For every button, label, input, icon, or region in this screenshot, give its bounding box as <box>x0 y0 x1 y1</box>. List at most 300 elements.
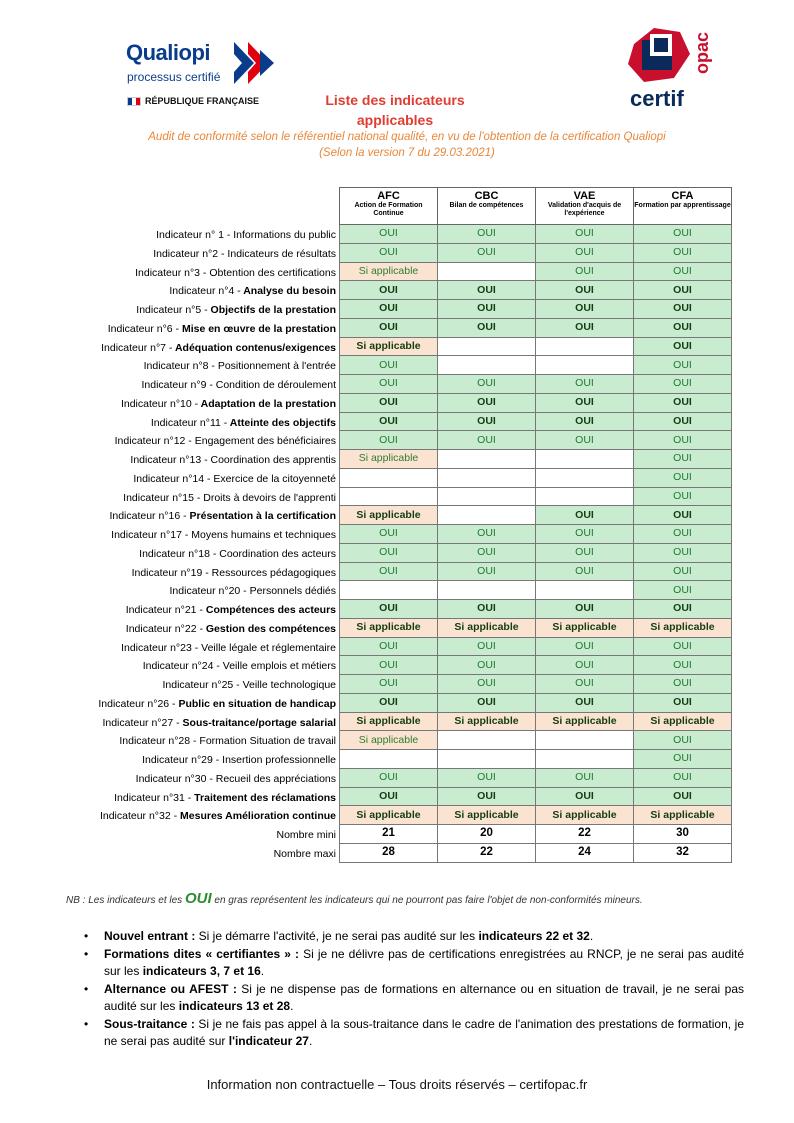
column-name: Formation par apprentissage <box>634 202 731 209</box>
exemption-list <box>84 928 744 1051</box>
table-cell: OUI <box>536 300 634 319</box>
table-row <box>340 675 732 694</box>
table-cell <box>438 506 536 525</box>
column-name: Validation d'acquis de l'expérience <box>547 202 622 217</box>
column-code: AFC <box>377 190 400 202</box>
indicator-name: Engagement des bénéficiaires <box>191 435 336 448</box>
qualiopi-arrows-icon <box>234 42 278 84</box>
table-cell: OUI <box>340 431 438 450</box>
indicator-number: Indicateur n°23 - <box>121 641 199 654</box>
table-row <box>340 300 732 319</box>
indicator-name: Coordination des acteurs <box>216 547 336 560</box>
indicator-name: Insertion professionnelle <box>219 754 336 766</box>
indicator-label <box>60 414 336 433</box>
table-cell: OUI <box>634 337 732 356</box>
table-cell <box>536 731 634 750</box>
table-cell: OUI <box>634 543 732 562</box>
table-cell: Si applicable <box>340 262 438 281</box>
column-code: CBC <box>474 190 499 202</box>
table-row <box>340 618 732 637</box>
table-cell: OUI <box>536 600 634 619</box>
indicator-number: Indicateur n°3 - <box>135 266 207 279</box>
table-cell: OUI <box>438 300 536 319</box>
indicator-name: Sous-traitance/portage salarial <box>179 716 336 729</box>
total-label: Nombre mini <box>276 829 336 841</box>
indicator-number: Indicateur n°18 - <box>139 547 217 560</box>
indicator-label <box>60 301 336 320</box>
indicator-name: Droits à devoirs de l'apprenti <box>200 491 336 504</box>
indicator-label <box>60 789 336 808</box>
column-code: CFA <box>671 190 694 202</box>
indicator-label <box>60 264 336 283</box>
table-cell: Si applicable <box>340 618 438 637</box>
total-cell: 32 <box>634 843 732 862</box>
table-cell: OUI <box>340 225 438 244</box>
indicator-number: Indicateur n°15 - <box>123 491 201 504</box>
exemption-end: . <box>589 929 594 943</box>
table-cell: OUI <box>536 431 634 450</box>
table-cell: OUI <box>340 356 438 375</box>
table-cell: OUI <box>536 506 634 525</box>
table-cell <box>438 356 536 375</box>
certifopac-logo <box>620 24 710 112</box>
table-cell: OUI <box>340 243 438 262</box>
table-cell: OUI <box>634 243 732 262</box>
total-cell: 24 <box>536 843 634 862</box>
certifopac-emblem-icon <box>624 24 694 88</box>
table-cell: OUI <box>438 431 536 450</box>
indicator-number: Indicateur n°14 - <box>133 472 211 485</box>
exemption-lead: Alternance ou AFEST : <box>104 982 237 996</box>
table-row <box>340 262 732 281</box>
table-row <box>340 712 732 731</box>
table-cell: OUI <box>634 693 732 712</box>
table-cell: OUI <box>536 768 634 787</box>
table-row <box>340 525 732 544</box>
table-cell: OUI <box>340 768 438 787</box>
indicator-label <box>60 470 336 489</box>
indicator-name: Moyens humains et techniques <box>188 529 336 541</box>
nb-prefix: NB : Les indicateurs et les <box>66 895 185 906</box>
table-row <box>340 412 732 431</box>
table-cell: OUI <box>536 637 634 656</box>
table-cell <box>438 337 536 356</box>
indicator-name: Traitement des réclamations <box>191 791 336 804</box>
indicator-label <box>60 582 336 601</box>
table-row <box>340 806 732 825</box>
exemption-text: Si je ne fais pas appel à la sous-traitance dans le cadre de l'animation des prestations de formation, je ne serai pas audité sur <box>104 1017 744 1048</box>
qualiopi-logo <box>126 40 286 112</box>
indicator-name: Obtention des certifications <box>206 266 336 279</box>
table-cell: OUI <box>634 675 732 694</box>
table-cell: Si applicable <box>340 806 438 825</box>
table-cell <box>438 450 536 469</box>
table-cell <box>536 468 634 487</box>
indicator-name: Compétences des acteurs <box>202 604 336 616</box>
table-row <box>340 281 732 300</box>
indicator-number: Indicateur n°10 - <box>120 397 199 410</box>
indicator-number: Indicateur n°28 - <box>119 735 197 748</box>
table-cell: OUI <box>634 431 732 450</box>
total-cell: 28 <box>340 843 438 862</box>
indicator-name: Gestion des compétences <box>202 622 336 635</box>
table-row <box>340 506 732 525</box>
indicator-label <box>60 770 336 789</box>
table-cell: Si applicable <box>340 731 438 750</box>
column-header <box>634 188 732 225</box>
indicator-number: Indicateur n°21 - <box>125 604 203 616</box>
indicator-label <box>60 432 336 451</box>
qualiopi-subtitle: processus certifié <box>127 70 221 84</box>
certif-wordmark: certif <box>630 86 684 111</box>
exemption-item <box>84 946 744 980</box>
table-cell: OUI <box>536 243 634 262</box>
table-cell <box>536 356 634 375</box>
table-cell <box>438 262 536 281</box>
indicator-number: Indicateur n°2 - <box>153 247 225 260</box>
indicator-number: Indicateur n°22 - <box>125 622 203 635</box>
table-cell: OUI <box>340 281 438 300</box>
table-cell: OUI <box>634 375 732 394</box>
table-cell: OUI <box>340 600 438 619</box>
exemption-strong: l'indicateur 27 <box>228 1034 309 1048</box>
table-cell: Si applicable <box>634 712 732 731</box>
table-cell: OUI <box>536 675 634 694</box>
table-cell: OUI <box>634 450 732 469</box>
indicator-name: Présentation à la certification <box>186 510 336 523</box>
table-cell: OUI <box>438 693 536 712</box>
indicator-label <box>60 620 336 639</box>
table-cell: OUI <box>340 656 438 675</box>
indicator-number: Indicateur n°26 - <box>98 697 176 710</box>
exemption-strong: indicateurs 22 et 32 <box>478 929 590 943</box>
table-cell: OUI <box>438 525 536 544</box>
table-cell: OUI <box>634 787 732 806</box>
table-cell <box>536 581 634 600</box>
exemption-item <box>84 1016 744 1050</box>
footer-note: Information non contractuelle – Tous droits réservés – certifopac.fr <box>206 1077 588 1092</box>
table-cell: OUI <box>634 562 732 581</box>
table-row <box>340 487 732 506</box>
table-cell <box>438 731 536 750</box>
indicator-label <box>60 226 336 245</box>
total-cell: 21 <box>340 825 438 844</box>
indicator-name: Mise en œuvre de la prestation <box>179 322 336 335</box>
exemption-item <box>84 981 744 1015</box>
indicator-label <box>60 357 336 376</box>
table-cell: OUI <box>536 281 634 300</box>
indicator-number: Indicateur n°27 - <box>102 716 180 729</box>
exemption-strong: indicateurs 13 et 28 <box>178 999 291 1013</box>
republique-francaise <box>127 96 259 106</box>
table-row <box>340 543 732 562</box>
table-cell: OUI <box>340 525 438 544</box>
document-subtitle <box>60 129 754 161</box>
table-row <box>340 468 732 487</box>
indicator-name: Veille technologique <box>239 679 336 691</box>
table-cell: OUI <box>438 281 536 300</box>
subtitle-line-1: Audit de conformité selon le référentiel national qualité, en vu de l'obtention de la certification Qualiopi <box>148 131 666 143</box>
table-cell <box>340 487 438 506</box>
table-cell <box>536 450 634 469</box>
table-cell: OUI <box>634 356 732 375</box>
table-cell: Si applicable <box>340 337 438 356</box>
indicator-name: Informations du public <box>230 229 336 241</box>
indicator-name: Analyse du besoin <box>240 285 336 298</box>
table-cell: Si applicable <box>340 506 438 525</box>
indicator-label <box>60 282 336 301</box>
total-row <box>340 825 732 844</box>
table-cell: OUI <box>634 281 732 300</box>
table-cell: OUI <box>438 787 536 806</box>
table-cell: OUI <box>634 318 732 337</box>
table-cell: OUI <box>438 393 536 412</box>
column-header <box>438 188 536 225</box>
nb-suffix: en gras représentent les indicateurs qui ne pourront pas faire l'objet de non-conformités mineurs. <box>211 895 643 906</box>
indicator-label <box>60 320 336 339</box>
exemption-end: . <box>290 999 294 1013</box>
table-cell: OUI <box>340 543 438 562</box>
table-cell: OUI <box>438 562 536 581</box>
table-cell: OUI <box>438 243 536 262</box>
table-row <box>340 243 732 262</box>
indicator-name: Condition de déroulement <box>212 379 336 391</box>
table-cell: OUI <box>340 787 438 806</box>
indicator-number: Indicateur n°5 - <box>136 304 208 316</box>
indicator-label <box>60 807 336 826</box>
indicator-labels <box>60 226 336 864</box>
table-row <box>340 600 732 619</box>
table-cell: OUI <box>536 525 634 544</box>
table-row <box>340 225 732 244</box>
table-cell: OUI <box>438 225 536 244</box>
qualiopi-wordmark: Qualiopi <box>126 40 210 65</box>
opac-wordmark: opac <box>692 31 712 74</box>
indicator-number: Indicateur n°30 - <box>135 772 213 785</box>
flag-icon <box>127 97 141 106</box>
indicator-number: Indicateur n°25 - <box>162 679 240 691</box>
table-cell: OUI <box>536 262 634 281</box>
table-row <box>340 693 732 712</box>
table-cell: Si applicable <box>634 618 732 637</box>
indicator-number: Indicateur n°31 - <box>114 791 192 804</box>
indicator-label <box>60 526 336 545</box>
table-cell: OUI <box>634 393 732 412</box>
column-header <box>536 188 634 225</box>
table-cell: OUI <box>634 487 732 506</box>
table-cell: OUI <box>438 675 536 694</box>
title-line-1: Liste des indicateurs <box>325 92 465 108</box>
table-cell <box>340 468 438 487</box>
table-row <box>340 768 732 787</box>
table-cell: OUI <box>536 393 634 412</box>
indicator-name: Ressources pédagogiques <box>208 566 336 579</box>
table-cell: OUI <box>634 262 732 281</box>
table-cell: OUI <box>634 412 732 431</box>
table-cell: OUI <box>340 393 438 412</box>
indicator-name: Exercice de la citoyenneté <box>210 472 336 485</box>
table-cell: Si applicable <box>340 450 438 469</box>
table-cell: OUI <box>634 525 732 544</box>
indicator-name: Adaptation de la prestation <box>198 397 336 410</box>
indicator-name: Formation Situation de travail <box>196 735 336 748</box>
table-cell <box>438 750 536 769</box>
table-cell: OUI <box>536 225 634 244</box>
table-cell: OUI <box>340 562 438 581</box>
exemption-lead: Nouvel entrant : <box>104 929 196 943</box>
indicator-number: Indicateur n°7 - <box>101 341 173 354</box>
indicator-label <box>60 601 336 620</box>
indicator-label <box>60 639 336 658</box>
total-cell: 22 <box>536 825 634 844</box>
table-cell: OUI <box>438 375 536 394</box>
indicator-label <box>60 695 336 714</box>
table-row <box>340 450 732 469</box>
indicator-label <box>60 732 336 751</box>
indicator-number: Indicateur n°8 - <box>143 360 215 373</box>
indicator-label <box>60 545 336 564</box>
indicator-name: Adéquation contenus/exigences <box>172 341 336 354</box>
table-row <box>340 375 732 394</box>
exemption-end: . <box>260 964 265 978</box>
exemption-end: . <box>308 1034 313 1048</box>
table-cell <box>340 581 438 600</box>
indicator-label <box>60 395 336 414</box>
table-cell: OUI <box>634 731 732 750</box>
column-name: Action de Formation Continue <box>354 202 423 217</box>
table-cell <box>438 581 536 600</box>
nb-oui: OUI <box>184 890 212 907</box>
table-cell: OUI <box>536 562 634 581</box>
table-cell: OUI <box>634 300 732 319</box>
exemption-text: Si je ne dispense pas de formations en alternance ou en situation de travail, je ne serai pas audité sur les <box>104 982 744 1013</box>
indicator-label <box>60 564 336 583</box>
table-cell: Si applicable <box>536 712 634 731</box>
total-cell: 22 <box>438 843 536 862</box>
table-row <box>340 750 732 769</box>
indicator-name: Indicateurs de résultats <box>224 247 336 260</box>
table-cell <box>536 337 634 356</box>
table-cell: OUI <box>634 468 732 487</box>
column-name: Bilan de compétences <box>449 202 524 209</box>
indicator-label <box>60 451 336 470</box>
column-header <box>340 188 438 225</box>
table-cell: OUI <box>438 318 536 337</box>
total-cell: 20 <box>438 825 536 844</box>
indicator-label <box>60 676 336 695</box>
table-cell: OUI <box>340 693 438 712</box>
table-cell: Si applicable <box>634 806 732 825</box>
table-cell <box>438 468 536 487</box>
table-cell: OUI <box>536 787 634 806</box>
table-cell: OUI <box>634 656 732 675</box>
table-cell: OUI <box>634 600 732 619</box>
indicator-number: Indicateur n°6 - <box>107 322 180 335</box>
column-code: VAE <box>573 190 596 202</box>
table-row <box>340 318 732 337</box>
table-cell <box>340 750 438 769</box>
indicator-number: Indicateur n°24 - <box>142 660 220 673</box>
indicator-name: Personnels dédiés <box>246 585 336 598</box>
indicator-table <box>339 187 732 863</box>
indicator-number: Indicateur n°19 - <box>131 566 209 579</box>
table-row <box>340 787 732 806</box>
indicator-label <box>60 507 336 526</box>
indicator-number: Indicateur n°16 - <box>109 510 187 523</box>
indicator-name: Objectifs de la prestation <box>207 304 336 316</box>
indicator-number: Indicateur n°13 - <box>130 454 208 466</box>
table-cell: Si applicable <box>438 712 536 731</box>
indicator-label <box>60 657 336 676</box>
table-cell: OUI <box>536 543 634 562</box>
table-cell: Si applicable <box>438 618 536 637</box>
indicator-label <box>60 751 336 770</box>
table-cell <box>438 487 536 506</box>
table-cell: OUI <box>634 750 732 769</box>
table-row <box>340 337 732 356</box>
table-cell: OUI <box>634 506 732 525</box>
exemption-strong: indicateurs 3, 7 et 16 <box>142 964 261 978</box>
table-row <box>340 393 732 412</box>
indicator-label <box>60 245 336 264</box>
indicator-label <box>60 489 336 508</box>
exemption-text: Si je ne délivre pas de certifications enregistrées au RNCP, je ne serai pas audité sur les <box>104 947 745 978</box>
table-row <box>340 356 732 375</box>
table-row <box>340 637 732 656</box>
indicator-number: Indicateur n°11 - <box>150 416 228 429</box>
table-cell: OUI <box>438 600 536 619</box>
exemption-text: Si je démarre l'activité, je ne serai pas audité sur les <box>195 929 479 943</box>
document-title <box>320 90 470 130</box>
total-row <box>340 843 732 862</box>
total-cell: 30 <box>634 825 732 844</box>
indicator-label <box>60 339 336 358</box>
indicator-number: Indicateur n°20 - <box>169 585 247 598</box>
indicator-number: Indicateur n°4 - <box>169 285 241 298</box>
table-cell: Si applicable <box>340 712 438 731</box>
indicator-number: Indicateur n°29 - <box>142 754 220 766</box>
subtitle-line-2: (Selon la version 7 du 29.03.2021) <box>319 147 495 159</box>
indicator-number: Indicateur n°17 - <box>111 529 189 541</box>
nb-note <box>66 890 766 907</box>
table-cell: OUI <box>438 412 536 431</box>
table-row <box>340 562 732 581</box>
indicator-name: Atteinte des objectifs <box>227 416 336 429</box>
indicator-name: Veille emplois et métiers <box>219 660 336 673</box>
republique-label: RÉPUBLIQUE FRANÇAISE <box>145 96 260 106</box>
table-cell: OUI <box>340 637 438 656</box>
table-cell: OUI <box>438 637 536 656</box>
indicator-label <box>60 714 336 733</box>
table-cell: Si applicable <box>438 806 536 825</box>
exemption-item <box>84 928 744 945</box>
indicator-name: Recueil des appréciations <box>212 772 336 785</box>
table-cell: OUI <box>536 375 634 394</box>
table-cell: OUI <box>340 412 438 431</box>
table-cell: OUI <box>340 300 438 319</box>
total-label: Nombre maxi <box>273 847 336 860</box>
indicator-name: Positionnement à l'entrée <box>214 360 336 373</box>
indicator-label <box>60 376 336 395</box>
table-row <box>340 656 732 675</box>
table-cell: OUI <box>536 656 634 675</box>
indicator-number: Indicateur n°32 - <box>99 810 178 823</box>
table-cell: OUI <box>634 581 732 600</box>
table-row <box>340 731 732 750</box>
table-cell: OUI <box>536 412 634 431</box>
indicator-number: Indicateur n°9 - <box>141 379 213 391</box>
table-cell: OUI <box>634 225 732 244</box>
